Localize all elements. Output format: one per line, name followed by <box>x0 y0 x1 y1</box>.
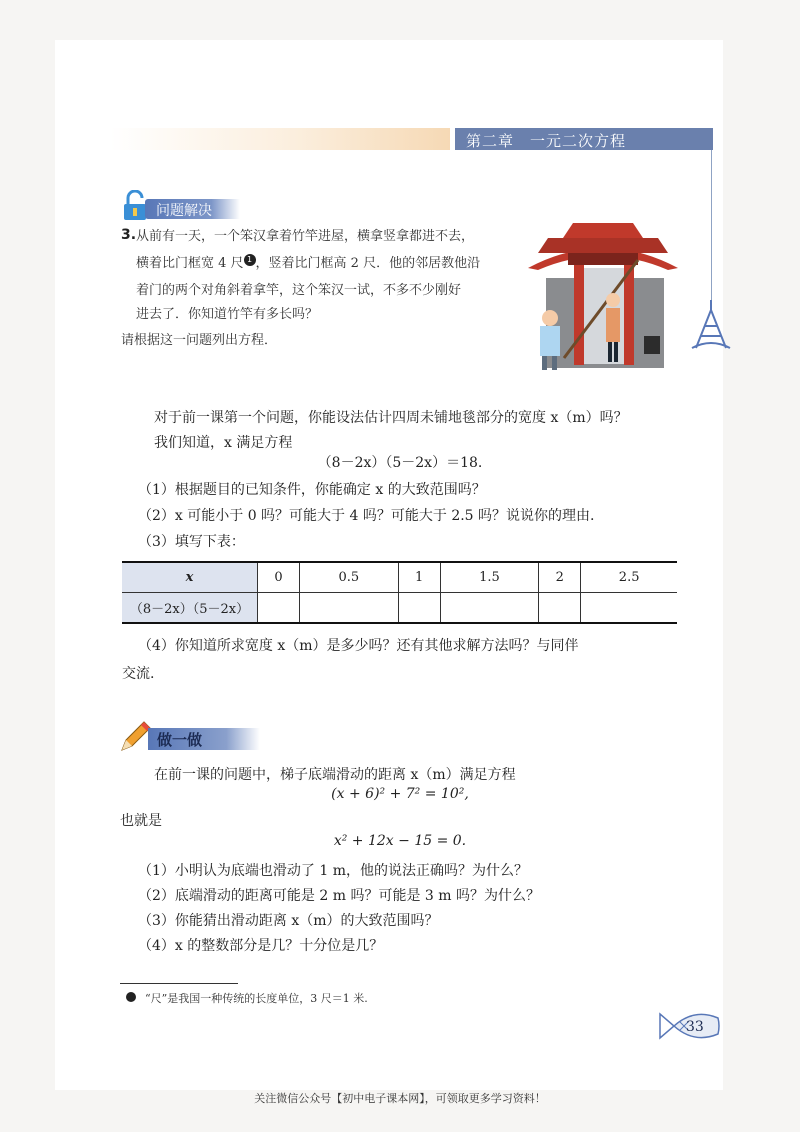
value-table <box>122 561 677 624</box>
section-label-do: 做一做 <box>157 731 203 749</box>
problem-line: 请根据这一问题列出方程． <box>121 333 278 348</box>
intro-line-2: 我们知道，x 满足方程 <box>154 435 293 451</box>
table-cell-label: x <box>122 562 258 593</box>
do-intro: 在前一课的问题中，梯子底端滑动的距离 x（m）满足方程 <box>154 767 516 783</box>
table-cell-empty <box>398 593 440 624</box>
question-4-cont: 交流. <box>122 666 155 682</box>
chapter-title: 第二章 一元二次方程 <box>466 132 627 150</box>
problem-line: 进去了．你知道竹竿有多长吗？ <box>136 307 319 322</box>
question-1: （1）根据题目的已知条件，你能确定 x 的大致范围吗？ <box>138 482 486 498</box>
gate-illustration <box>528 208 678 378</box>
table-row <box>122 562 677 593</box>
chapter-header-gradient <box>110 128 450 150</box>
do-question-2: （2）底端滑动的距离可能是 2 m 吗？可能是 3 m 吗？为什么？ <box>138 888 540 904</box>
do-question-4: （4）x 的整数部分是几？十分位是几？ <box>138 938 384 954</box>
do-question-3: （3）你能猜出滑动距离 x（m）的大致范围吗？ <box>138 913 439 929</box>
question-4: （4）你知道所求宽度 x（m）是多少吗？还有其他求解方法吗？与同伴 <box>138 638 579 654</box>
footnote-dot <box>126 992 136 1002</box>
margin-rule <box>711 130 712 310</box>
problem-line: 横着比门框宽 4 尺 1 ，竖着比门框高 2 尺．他的邻居教他沿 <box>136 254 481 271</box>
bottom-note: 关注微信公众号【初中电子课本网】，可领取更多学习资料！ <box>254 1092 546 1105</box>
equation-carpet: （8－2x）（5－2x）＝18. <box>317 455 483 471</box>
equation-ladder-2: x² + 12x − 15 = 0. <box>333 833 467 849</box>
table-cell-empty <box>440 593 538 624</box>
equation-ladder-1: (x + 6)² + 7² = 10², <box>331 786 469 802</box>
question-3: （3）填写下表： <box>138 534 245 550</box>
table-row <box>122 593 677 624</box>
table-cell-label: （8－2x）（5－2x） <box>122 593 258 624</box>
question-2: （2）x 可能小于 0 吗？可能大于 4 吗？可能大于 2.5 吗？说说你的理由. <box>138 508 595 524</box>
intro-line-1: 对于前一课第一个问题，你能设法估计四周未铺地毯部分的宽度 x（m）吗？ <box>154 410 628 426</box>
table-cell-empty <box>300 593 398 624</box>
table-cell: 1 <box>398 562 440 593</box>
tower-icon <box>688 300 734 352</box>
table-cell: 0.5 <box>300 562 398 593</box>
table-cell-empty <box>539 593 581 624</box>
problem-line: 从前有一天，一个笨汉拿着竹竿进屋，横拿竖拿都进不去， <box>136 229 475 244</box>
footnote-rule <box>120 983 238 984</box>
table-cell-empty <box>258 593 300 624</box>
problem-line: 着门的两个对角斜着拿竿，这个笨汉一试，不多不少刚好 <box>136 283 462 298</box>
table-cell: 2.5 <box>581 562 677 593</box>
section-label-problem: 问题解决 <box>156 203 212 219</box>
table-cell: 1.5 <box>440 562 538 593</box>
problem-number: 3. <box>121 227 137 243</box>
table-cell: 0 <box>258 562 300 593</box>
do-also: 也就是 <box>120 813 162 829</box>
table-cell-empty <box>581 593 677 624</box>
do-question-1: （1）小明认为底端也滑动了 1 m，他的说法正确吗？为什么？ <box>138 863 528 879</box>
pencil-icon <box>118 718 152 754</box>
page-number: 33 <box>686 1019 704 1035</box>
table-cell: 2 <box>539 562 581 593</box>
footnote-marker: 1 <box>244 254 256 266</box>
footnote-text: “尺”是我国一种传统的长度单位，3 尺＝1 米. <box>145 992 368 1005</box>
